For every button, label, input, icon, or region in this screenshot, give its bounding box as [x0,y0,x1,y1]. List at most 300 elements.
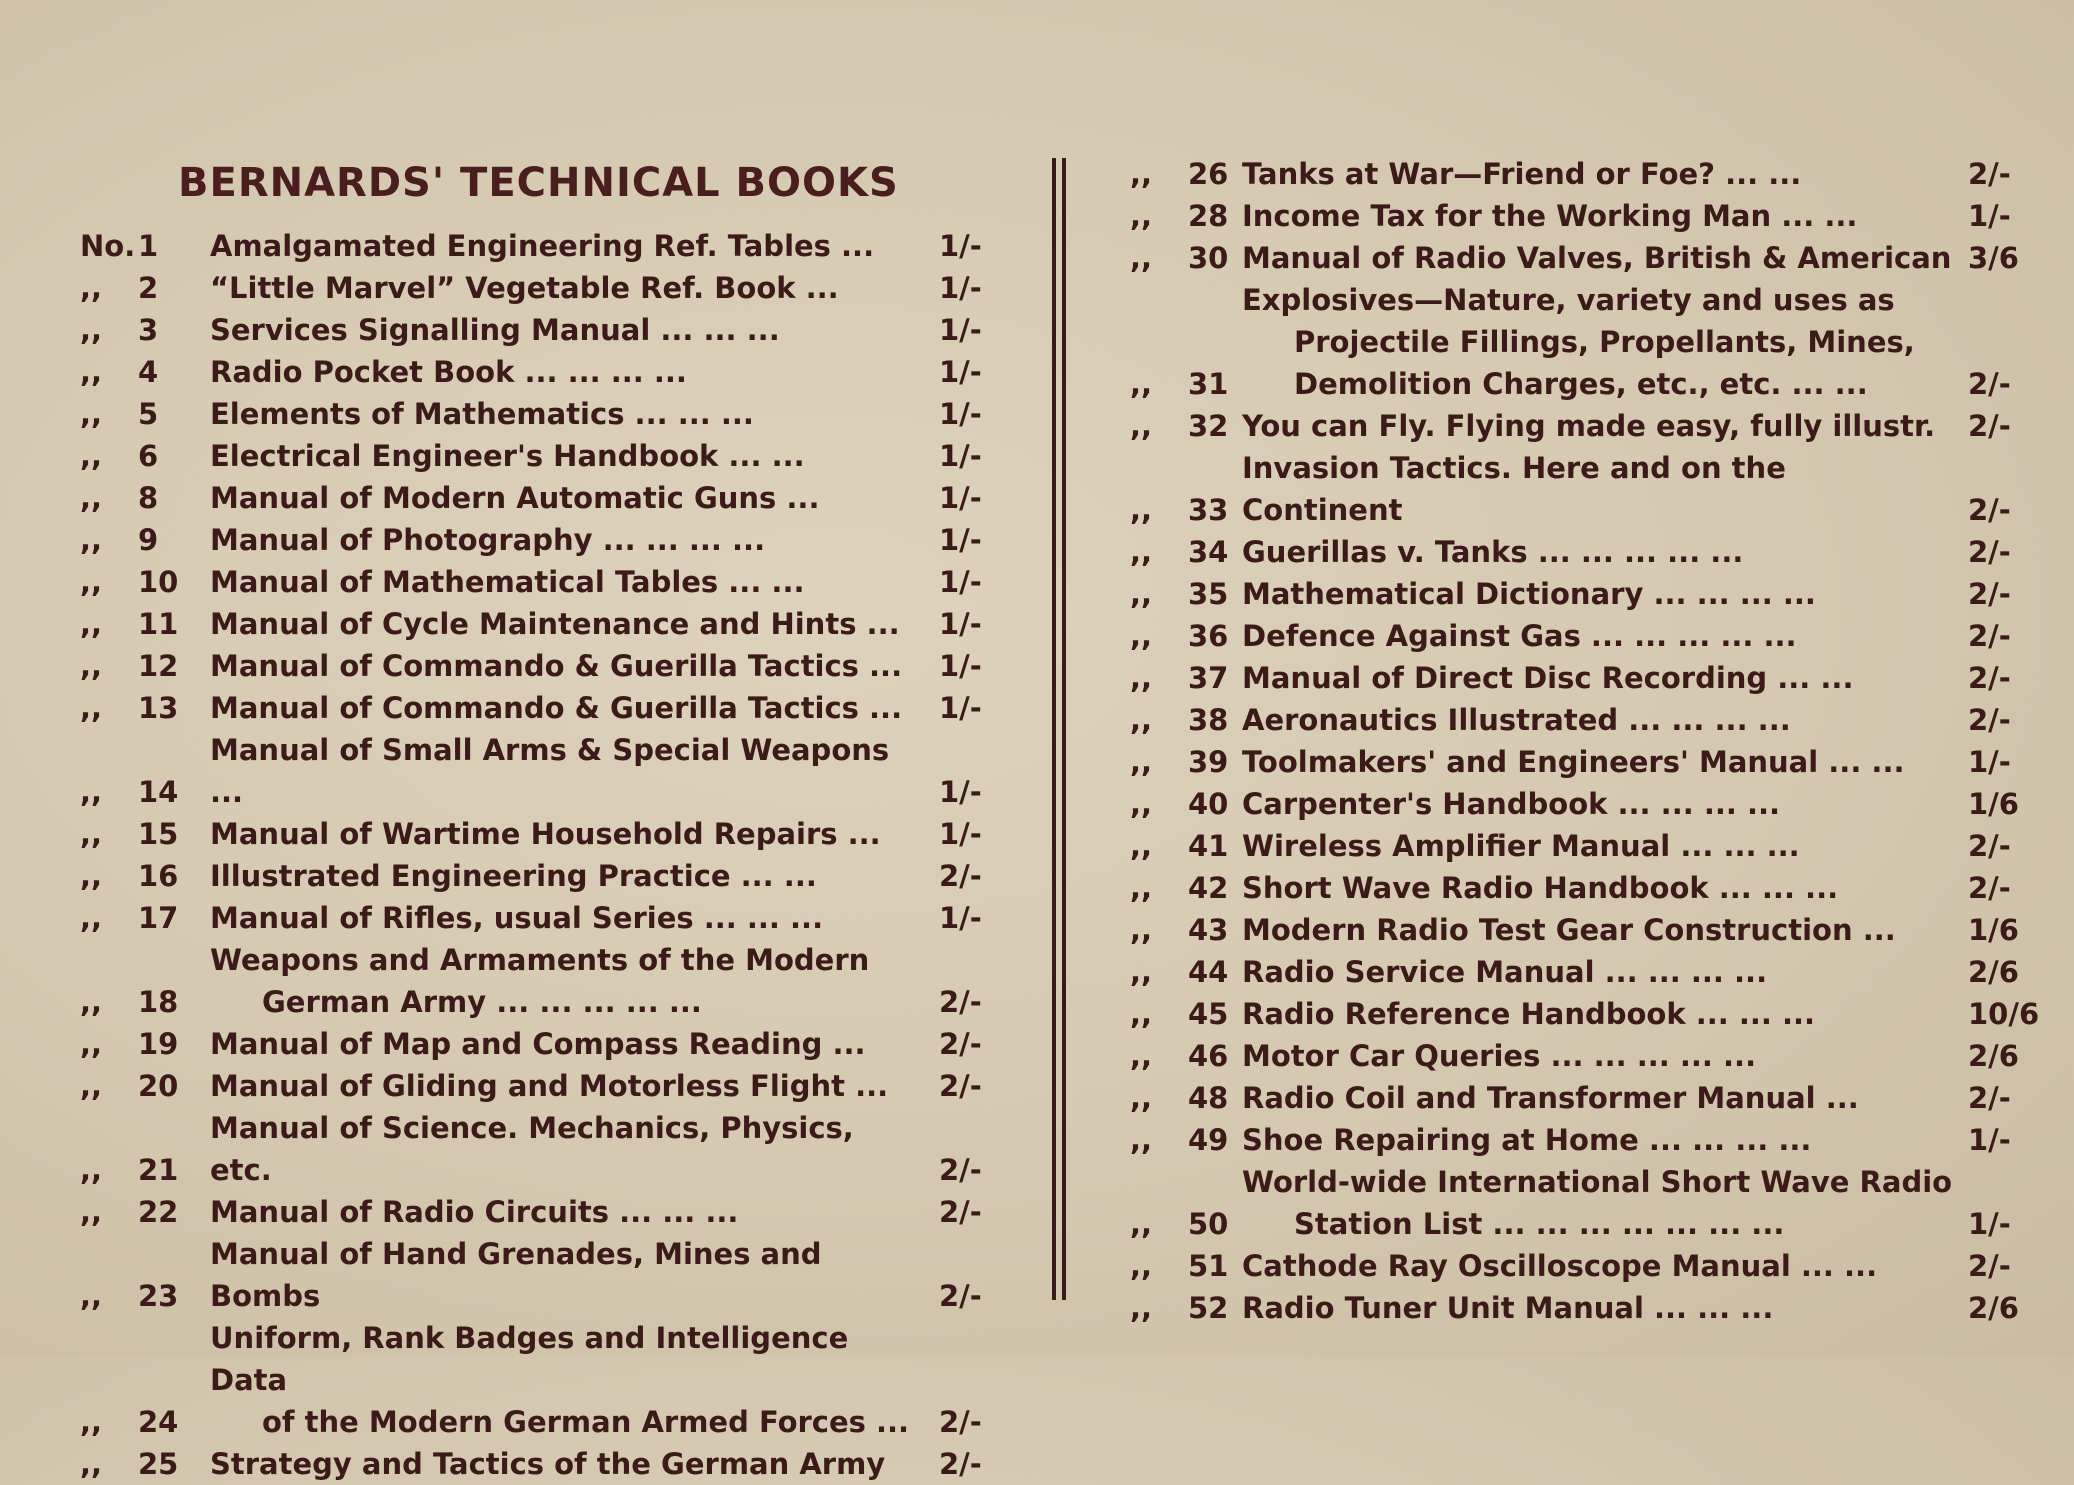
book-price: 2/- [1968,157,2011,191]
book-title [210,855,939,897]
book-title-line: of the Modern German Armed Forces ... [262,1405,910,1439]
book-title-line: Weapons and Armaments of the Modern [210,943,870,977]
book-number-value: 6 [138,439,159,473]
book-price: 1/- [939,523,982,557]
book-entry [80,393,995,435]
book-number [80,1149,210,1191]
book-price: 2/- [939,1195,982,1229]
book-title-line: Invasion Tactics. Here and on the Continent [1242,451,1786,527]
book-number-prefix: ,, [80,271,103,305]
book-title [210,687,939,729]
book-number-value: 12 [138,649,179,683]
book-title-line: Strategy and Tactics of the German Army [210,1447,886,1481]
book-price: 1/- [1968,1207,2011,1241]
book-number-value: 31 [1188,367,1229,401]
book-price: 1/- [1968,745,2011,779]
book-price: 2/- [1968,619,2011,653]
book-number [80,981,210,1023]
book-number [1130,489,1242,531]
book-title-line: Services Signalling Manual ... ... ... [210,313,780,347]
book-number [80,855,210,897]
book-entry [80,1443,995,1485]
book-title-line: Manual of Commando & Guerilla Tactics ... [210,649,903,683]
book-price: 2/- [939,1447,982,1481]
book-title [1242,237,1968,279]
book-price: 2/- [1968,577,2011,611]
book-number-value: 38 [1188,703,1229,737]
book-entry [80,1107,995,1191]
book-price: 1/- [939,313,982,347]
book-number [80,687,210,729]
book-entry [1130,993,2040,1035]
book-number-value: 40 [1188,787,1229,821]
book-title-line: Motor Car Queries ... ... ... ... ... [1242,1039,1757,1073]
book-title-line: Electrical Engineer's Handbook ... ... [210,439,805,473]
book-number-prefix: ,, [1130,1249,1153,1283]
book-price: 1/- [939,481,982,515]
book-number-prefix: ,, [1130,661,1153,695]
book-number-value: 23 [138,1279,179,1313]
book-entry [80,1317,995,1443]
book-entry [80,687,995,729]
book-number-value: 11 [138,607,179,641]
book-title [1242,783,1968,825]
book-number-prefix: ,, [1130,157,1153,191]
book-price: 1/- [939,439,982,473]
book-number-prefix: ,, [1130,703,1153,737]
book-entry [80,1065,995,1107]
book-price: 2/6 [1968,1291,2019,1325]
book-number-value: 13 [138,691,179,725]
right-book-list [1130,153,2040,1329]
book-entry [1130,867,2030,909]
book-entry [80,813,995,855]
book-title-line: Manual of Science. Mechanics, Physics, etc. [210,1111,854,1187]
book-entry [1130,573,2030,615]
book-title [210,729,939,813]
book-title-line: Wireless Amplifier Manual ... ... ... [1242,829,1800,863]
book-number [1130,867,1242,909]
book-entry [80,1191,995,1233]
book-number [1130,1287,1242,1329]
book-title [1242,951,1968,993]
book-price: 2/- [1968,535,2011,569]
book-number-value: 14 [138,775,179,809]
book-title [1242,657,1968,699]
book-number-prefix: ,, [80,1195,103,1229]
book-price: 1/- [939,607,982,641]
book-number-value: 28 [1188,199,1229,233]
book-entry [80,477,995,519]
book-number-value: 35 [1188,577,1229,611]
book-number [80,897,210,939]
book-number-value: 8 [138,481,159,515]
book-title-line: Station List ... ... ... ... ... ... ... [1294,1207,1785,1241]
book-title-line: Illustrated Engineering Practice ... ... [210,859,817,893]
book-number-prefix: ,, [1130,241,1153,275]
book-title [1242,699,1968,741]
book-number [80,435,210,477]
book-number [80,393,210,435]
book-entry [1130,699,2030,741]
book-number-value: 19 [138,1027,179,1061]
book-number [80,1065,210,1107]
book-price: 2/- [939,1405,982,1439]
book-title [1242,279,1968,405]
book-number-value: 24 [138,1405,179,1439]
book-number-prefix: ,, [1130,787,1153,821]
book-title [1242,1287,1968,1329]
book-title [210,519,939,561]
book-title-line: “Little Marvel” Vegetable Ref. Book ... [210,271,839,305]
book-number-prefix: ,, [80,649,103,683]
book-title-line: Explosives—Nature, variety and uses as [1242,283,1895,317]
book-number-prefix: ,, [80,817,103,851]
book-number-prefix: ,, [80,901,103,935]
book-number [1130,1035,1242,1077]
book-number-prefix: ,, [1130,577,1153,611]
book-entry [80,939,995,1023]
book-entry [80,645,995,687]
book-price: 2/- [1968,829,2011,863]
book-number-value: 4 [138,355,159,389]
book-entry [80,855,995,897]
book-price: 2/- [1968,367,2011,401]
book-number [1130,615,1242,657]
book-number-value: 3 [138,313,159,347]
book-number [80,1023,210,1065]
book-number [80,351,210,393]
book-price: 1/- [1968,1123,2011,1157]
book-title [1242,1077,1968,1119]
book-number [1130,825,1242,867]
book-title [1242,531,1968,573]
book-number-value: 39 [1188,745,1229,779]
book-title-line: Amalgamated Engineering Ref. Tables ... [210,229,875,263]
book-price: 1/- [939,355,982,389]
book-entry [80,309,995,351]
book-number-prefix: ,, [80,397,103,431]
book-title [1242,405,1968,447]
book-title [1242,1161,1968,1245]
book-entry [80,1023,995,1065]
book-number [80,1275,210,1317]
book-title-line: Radio Pocket Book ... ... ... ... [210,355,687,389]
book-title [210,645,939,687]
book-number-value: 48 [1188,1081,1229,1115]
book-number-value: 10 [138,565,179,599]
book-number [1130,405,1242,447]
book-number [1130,993,1242,1035]
book-number-prefix: ,, [1130,829,1153,863]
book-title-line: Manual of Radio Valves, British & American [1242,241,1952,275]
book-number [1130,657,1242,699]
book-title [210,603,939,645]
book-number [1130,1077,1242,1119]
book-number [1130,741,1242,783]
book-title [210,351,939,393]
book-number [1130,909,1242,951]
book-number-value: 21 [138,1153,179,1187]
book-title [210,309,939,351]
book-title [210,435,939,477]
book-number-value: 15 [138,817,179,851]
book-number [1130,1119,1242,1161]
book-title-line: Demolition Charges, etc., etc. ... ... [1294,367,1868,401]
book-number-value: 33 [1188,493,1229,527]
book-title [210,939,939,1023]
book-number [1130,363,1242,405]
book-number-value: 46 [1188,1039,1229,1073]
book-entry [1130,447,2030,531]
book-entry [80,519,995,561]
book-title-line: Manual of Photography ... ... ... ... [210,523,766,557]
book-title-line: Manual of Hand Grenades, Mines and Bombs [210,1237,822,1313]
book-entry [1130,1077,2030,1119]
book-number [1130,237,1242,279]
book-price: 1/- [939,649,982,683]
book-title-line: Cathode Ray Oscilloscope Manual ... ... [1242,1249,1878,1283]
book-price: 2/- [1968,493,2011,527]
book-title [1242,195,1968,237]
book-title-line: Projectile Fillings, Propellants, Mines, [1294,325,1915,359]
book-number-prefix: ,, [1130,409,1153,443]
book-entry [80,225,995,267]
book-price: 3/6 [1968,241,2019,275]
book-number [1130,153,1242,195]
book-title [210,813,939,855]
book-number-prefix: ,, [1130,1123,1153,1157]
book-number [1130,531,1242,573]
book-number-prefix: ,, [1130,745,1153,779]
book-title-line: Toolmakers' and Engineers' Manual ... ... [1242,745,1905,779]
book-number [1130,195,1242,237]
book-entry [80,267,995,309]
book-number-value: 30 [1188,241,1229,275]
book-number [1130,1245,1242,1287]
book-number-prefix: ,, [80,691,103,725]
book-title-line: Shoe Repairing at Home ... ... ... ... [1242,1123,1812,1157]
book-title [1242,867,1968,909]
book-price: 2/- [939,1027,982,1061]
book-number-value: 1 [138,229,159,263]
book-number-value: 20 [138,1069,179,1103]
book-price: 2/- [939,1279,982,1313]
book-number-prefix: ,, [1130,913,1153,947]
book-number-value: 42 [1188,871,1229,905]
page-title: BERNARDS' TECHNICAL BOOKS [178,160,899,206]
book-number-value: 2 [138,271,159,305]
book-title [210,1107,939,1191]
book-number-value: 51 [1188,1249,1229,1283]
book-title-line: Radio Reference Handbook ... ... ... [1242,997,1816,1031]
book-number-prefix: ,, [80,439,103,473]
book-title-line: Manual of Commando & Guerilla Tactics ... [210,691,903,725]
book-entry [1130,825,2030,867]
book-entry [80,351,995,393]
book-number-prefix: ,, [80,1069,103,1103]
book-number-prefix: ,, [80,1153,103,1187]
book-number-prefix: ,, [1130,535,1153,569]
book-title [210,225,939,267]
book-price: 1/6 [1968,913,2019,947]
book-title [1242,909,1968,951]
book-number [1130,951,1242,993]
book-number [1130,573,1242,615]
book-title-line: Manual of Rifles, usual Series ... ... ... [210,901,824,935]
book-price: 1/- [939,775,982,809]
book-title-line: Modern Radio Test Gear Construction ... [1242,913,1896,947]
book-entry [80,1233,995,1317]
book-entry [1130,783,2030,825]
book-price: 1/6 [1968,787,2019,821]
book-title-line: Tanks at War—Friend or Foe? ... ... [1242,157,1802,191]
book-number [80,477,210,519]
book-title-line: Uniform, Rank Badges and Intelligence Data [210,1321,849,1397]
book-number-prefix: ,, [80,1027,103,1061]
book-entry [1130,1287,2030,1329]
book-number-value: 16 [138,859,179,893]
book-number-prefix: ,, [80,565,103,599]
book-price: 2/6 [1968,955,2019,989]
book-price: 2/- [939,1153,982,1187]
book-title-line: Radio Service Manual ... ... ... ... [1242,955,1768,989]
book-entry [1130,657,2030,699]
book-number [80,1401,210,1443]
book-number [1130,699,1242,741]
book-price: 2/6 [1968,1039,2019,1073]
book-number-prefix: ,, [1130,1081,1153,1115]
book-number-value: 49 [1188,1123,1229,1157]
book-title [210,393,939,435]
book-number-value: 37 [1188,661,1229,695]
book-entry [1130,1119,2030,1161]
book-title-line: Mathematical Dictionary ... ... ... ... [1242,577,1816,611]
book-title [210,267,939,309]
book-title-line: Manual of Modern Automatic Guns ... [210,481,820,515]
book-title [210,1317,939,1443]
book-number-value: 26 [1188,157,1229,191]
book-number [80,519,210,561]
book-title-line: Aeronautics Illustrated ... ... ... ... [1242,703,1791,737]
book-number [80,603,210,645]
book-number-value: 34 [1188,535,1229,569]
book-price: 2/- [1968,661,2011,695]
book-entry [1130,279,2030,405]
book-number [80,309,210,351]
book-number-value: 17 [138,901,179,935]
book-price: 2/- [1968,703,2011,737]
book-entry [80,729,995,813]
book-title [210,1023,939,1065]
book-number-prefix: ,, [80,481,103,515]
book-number [1130,783,1242,825]
book-title-line: Manual of Mathematical Tables ... ... [210,565,805,599]
book-title [210,1233,939,1317]
book-entry [1130,615,2030,657]
book-number [80,225,210,267]
book-number-prefix: ,, [1130,871,1153,905]
book-price: 1/- [939,565,982,599]
book-entry [1130,1161,2030,1245]
book-number-prefix: ,, [80,313,103,347]
book-price: 1/- [939,397,982,431]
book-number-value: 5 [138,397,159,431]
book-number-value: 9 [138,523,159,557]
book-number-prefix: ,, [80,1405,103,1439]
book-title-line: Manual of Map and Compass Reading ... [210,1027,866,1061]
book-entry [1130,531,2030,573]
book-number-value: 41 [1188,829,1229,863]
book-number-value: 25 [138,1447,179,1481]
book-number-prefix: ,, [1130,199,1153,233]
book-number-value: 32 [1188,409,1229,443]
book-number [80,1443,210,1485]
book-title-line: Elements of Mathematics ... ... ... [210,397,754,431]
book-price: 1/- [939,271,982,305]
book-number-value: 18 [138,985,179,1019]
book-number [80,813,210,855]
book-price: 1/- [939,901,982,935]
book-entry [80,561,995,603]
book-title-line: Manual of Direct Disc Recording ... ... [1242,661,1854,695]
book-entry [1130,405,2030,447]
book-number-prefix: No. [80,229,136,263]
book-price: 2/- [939,1069,982,1103]
book-number-prefix: ,, [1130,955,1153,989]
book-number-prefix: ,, [80,1279,103,1313]
book-title-line: Manual of Wartime Household Repairs ... [210,817,881,851]
book-title-line: Defence Against Gas ... ... ... ... ... [1242,619,1797,653]
book-number-value: 36 [1188,619,1229,653]
book-number-prefix: ,, [1130,1291,1153,1325]
book-title [1242,993,1968,1035]
book-number-value: 45 [1188,997,1229,1031]
book-title-line: Guerillas v. Tanks ... ... ... ... ... [1242,535,1744,569]
book-number-value: 43 [1188,913,1229,947]
book-number-prefix: ,, [80,859,103,893]
book-number [1130,1203,1242,1245]
book-price: 10/6 [1968,997,2040,1031]
column-divider [1052,158,1066,1300]
book-entry [1130,1245,2030,1287]
book-title-line: Short Wave Radio Handbook ... ... ... [1242,871,1839,905]
book-price: 2/- [1968,1081,2011,1115]
book-number-prefix: ,, [80,607,103,641]
book-title [1242,447,1968,531]
book-entry [1130,237,2030,279]
book-number-prefix: ,, [1130,619,1153,653]
book-title [210,561,939,603]
book-entry [80,897,995,939]
book-entry [1130,909,2030,951]
book-title-line: Radio Coil and Transformer Manual ... [1242,1081,1859,1115]
book-number [80,645,210,687]
book-title-line: Income Tax for the Working Man ... ... [1242,199,1858,233]
book-price: 1/- [939,691,982,725]
book-entry [1130,951,2030,993]
book-number [80,267,210,309]
book-number-value: 50 [1188,1207,1229,1241]
book-price: 2/- [939,985,982,1019]
book-title [210,1443,939,1485]
book-price: 2/- [1968,871,2011,905]
book-title-line: Manual of Cycle Maintenance and Hints ... [210,607,900,641]
book-title-line: You can Fly. Flying made easy, fully illustr. [1242,409,1936,443]
book-title-line: Manual of Gliding and Motorless Flight ... [210,1069,889,1103]
book-title [1242,153,1968,195]
book-title [1242,615,1968,657]
